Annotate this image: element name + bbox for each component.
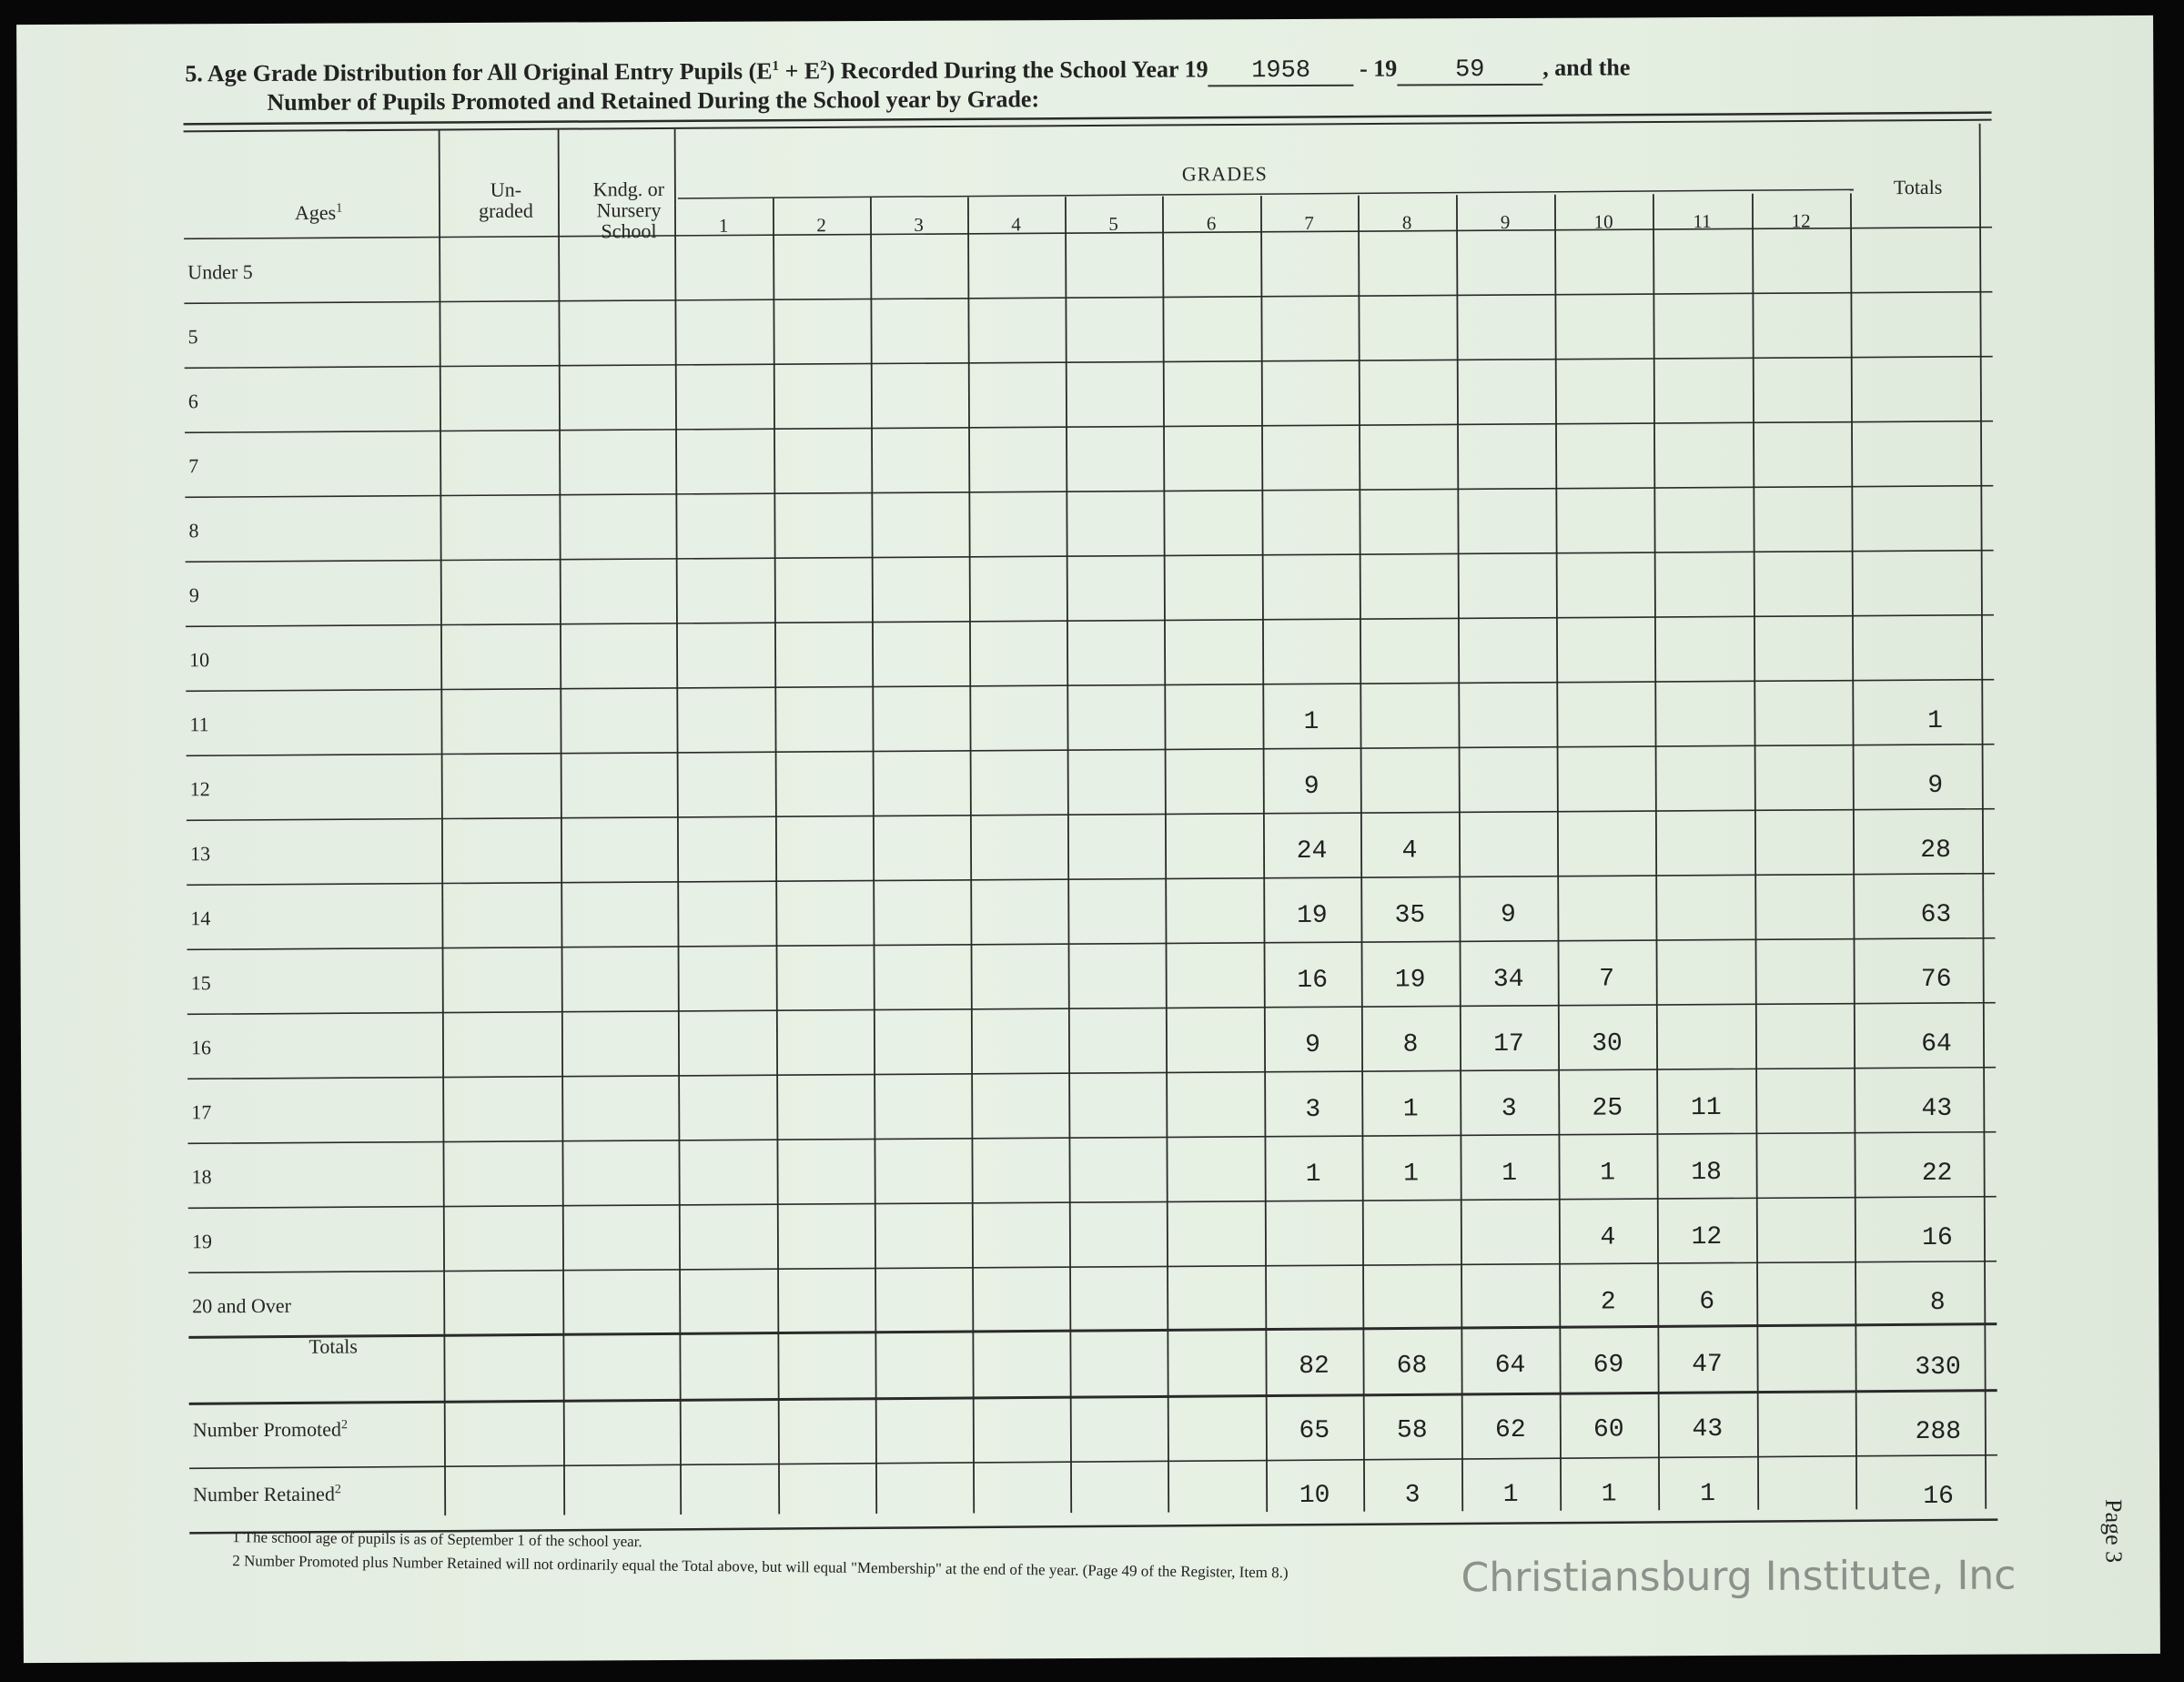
table-cell: 4 — [1401, 836, 1418, 866]
year-start-field: 1958 — [1208, 57, 1354, 87]
table-cell: 69 — [1592, 1351, 1624, 1380]
table-cell: 24 — [1296, 836, 1328, 866]
grade-12-header: 12 — [1791, 209, 1811, 232]
row-label: 14 — [190, 907, 211, 930]
grade-2-header: 2 — [816, 214, 826, 237]
column-rule — [1457, 195, 1462, 1511]
grade-6-header: 6 — [1206, 212, 1217, 235]
column-rule — [968, 198, 974, 1514]
row-label: Under 5 — [187, 260, 253, 284]
row-label: 18 — [191, 1165, 212, 1189]
title-plus: + E — [778, 57, 821, 85]
page-number: Page 3 — [2100, 1499, 2128, 1564]
title-dash: - 19 — [1353, 55, 1398, 82]
table-cell: 19 — [1394, 966, 1426, 995]
year-end-field: 59 — [1397, 56, 1542, 86]
kindergarten-header: Kndg. or Nursery School — [592, 177, 665, 243]
table-cell: 11 — [1690, 1093, 1722, 1123]
row-label: 13 — [190, 842, 211, 866]
table-cell: 43 — [1692, 1414, 1724, 1444]
column-rule — [675, 129, 682, 1515]
row-rule — [185, 357, 1993, 369]
title-mid: ) Recorded During the School Year 19 — [826, 56, 1208, 85]
grade-5-header: 5 — [1108, 212, 1118, 235]
row-label: Totals — [308, 1334, 358, 1358]
row-total-cell: 43 — [1921, 1094, 1953, 1124]
row-total-cell: 22 — [1921, 1159, 1953, 1189]
table-cell: 35 — [1394, 901, 1426, 930]
row-total-cell: 76 — [1920, 965, 1952, 995]
row-rule — [186, 551, 1994, 562]
ages-header-sup: 1 — [336, 201, 343, 216]
row-rule — [187, 1132, 1996, 1144]
title-sup-1: 1 — [772, 58, 780, 74]
title-line-2: Number of Pupils Promoted and Retained During the School year by Grade: — [267, 86, 1040, 116]
grades-subheader-rule — [678, 189, 1854, 198]
grade-3-header: 3 — [914, 213, 924, 236]
row-rule — [187, 938, 1996, 950]
table-cell: 7 — [1599, 965, 1615, 994]
grade-11-header: 11 — [1693, 210, 1712, 233]
column-rule — [1163, 197, 1168, 1513]
grade-9-header: 9 — [1500, 210, 1511, 234]
grade-10-header: 10 — [1593, 210, 1613, 233]
column-rule — [1359, 196, 1364, 1512]
footnote-2: 2 Number Promoted plus Number Retained will not ordinarily equal the Total above, but will equal "Membership" at the end of the year. (Page 49 of the Register, Item 8.) — [232, 1552, 1289, 1582]
table-cell: 10 — [1299, 1481, 1330, 1510]
table-cell: 65 — [1299, 1416, 1330, 1445]
column-rule — [1653, 194, 1659, 1510]
footnote-1: 1 The school age of pupils is as of September 1 of the school year. — [232, 1528, 642, 1551]
table-grid — [16, 15, 2160, 1663]
table-cell: 3 — [1404, 1481, 1421, 1510]
column-rule — [1555, 195, 1561, 1511]
table-cell: 9 — [1500, 900, 1516, 930]
table-cell: 60 — [1592, 1415, 1624, 1444]
watermark: Christiansburg Institute, Inc — [1461, 1552, 2017, 1602]
row-total-cell: 288 — [1915, 1417, 1962, 1447]
grade-8-header: 8 — [1401, 211, 1412, 234]
column-rule — [559, 130, 565, 1515]
table-cell: 3 — [1501, 1094, 1517, 1124]
table-cell: 2 — [1600, 1288, 1616, 1317]
table-cell: 1 — [1403, 1160, 1420, 1189]
title-prefix: 5. Age Grade Distribution for All Original Entry Pupils (E — [185, 57, 773, 87]
row-total-cell: 16 — [1922, 1223, 1953, 1253]
row-label: 10 — [189, 648, 210, 672]
column-rule — [1261, 196, 1267, 1512]
grade-1-header: 1 — [718, 214, 729, 237]
ungraded-header: Un- graded — [478, 177, 533, 222]
table-cell: 1 — [1303, 707, 1320, 736]
row-total-cell: 1 — [1926, 706, 1943, 735]
row-label: Number Promoted$^2$ — [192, 1417, 348, 1442]
ages-header: Ages$^1$ — [294, 200, 343, 225]
row-label: 11 — [189, 713, 209, 736]
table-cell: 1 — [1402, 1095, 1419, 1124]
table-cell: 1 — [1305, 1160, 1321, 1189]
table-cell: 47 — [1692, 1350, 1723, 1380]
row-label: 6 — [187, 390, 198, 413]
grade-7-header: 7 — [1304, 211, 1314, 234]
row-total-cell: 63 — [1920, 900, 1952, 930]
table-cell: 82 — [1299, 1352, 1330, 1381]
row-rule — [187, 1003, 1996, 1015]
row-rule — [186, 680, 1994, 692]
table-cell: 6 — [1699, 1288, 1715, 1317]
row-label: 8 — [188, 519, 199, 542]
table-cell: 8 — [1402, 1030, 1419, 1059]
row-label: 9 — [188, 583, 199, 607]
row-total-cell: 64 — [1921, 1029, 1952, 1059]
row-rule — [188, 1324, 1997, 1338]
grade-4-header: 4 — [1011, 213, 1021, 236]
table-cell: 64 — [1494, 1351, 1526, 1381]
table-cell: 9 — [1303, 772, 1320, 801]
row-label: 7 — [188, 454, 199, 478]
column-rule — [1753, 194, 1758, 1510]
row-total-cell: 8 — [1929, 1288, 1946, 1317]
row-label: Number Retained$^2$ — [193, 1482, 341, 1506]
row-rule — [188, 1197, 1997, 1209]
totals-header: Totals — [1893, 175, 1943, 199]
row-label: 19 — [191, 1230, 212, 1253]
age-grade-table — [16, 15, 2160, 1663]
row-label-sup: 2 — [340, 1418, 348, 1433]
row-rule — [187, 1068, 1996, 1079]
row-label: 20 and Over — [192, 1293, 292, 1318]
column-rule — [871, 198, 876, 1514]
row-label: 17 — [191, 1100, 212, 1124]
table-cell: 1 — [1600, 1159, 1616, 1188]
row-rule — [186, 615, 1994, 627]
table-cell: 12 — [1691, 1222, 1723, 1252]
column-rule — [1851, 193, 1856, 1509]
row-total-cell: 330 — [1915, 1353, 1961, 1383]
row-rule — [185, 486, 1993, 498]
row-rule — [187, 874, 1995, 886]
column-rule — [774, 198, 779, 1515]
table-cell: 34 — [1492, 965, 1524, 995]
title-sup-2: 2 — [820, 58, 827, 74]
table-cell: 1 — [1601, 1480, 1617, 1509]
row-label: 15 — [190, 971, 211, 995]
form-page — [16, 15, 2160, 1663]
table-cell: 1 — [1502, 1480, 1519, 1510]
row-rule — [187, 809, 1995, 821]
table-cell: 18 — [1691, 1158, 1722, 1188]
row-label: 5 — [187, 325, 198, 349]
table-cell: 30 — [1592, 1029, 1623, 1059]
table-cell: 62 — [1494, 1415, 1526, 1445]
table-cell: 3 — [1305, 1095, 1321, 1124]
table-cell: 1 — [1502, 1159, 1518, 1189]
row-total-cell: 28 — [1920, 836, 1951, 866]
row-rule — [185, 421, 1993, 433]
table-cell: 68 — [1396, 1352, 1428, 1381]
column-rule — [440, 130, 446, 1515]
table-cell: 16 — [1297, 966, 1329, 996]
table-cell: 9 — [1305, 1030, 1320, 1059]
row-rule — [184, 228, 1992, 239]
grades-header: GRADES — [1181, 162, 1268, 186]
table-cell: 58 — [1396, 1416, 1428, 1445]
column-rule — [1066, 197, 1071, 1513]
row-rule — [184, 292, 1992, 304]
row-label: 12 — [189, 777, 210, 801]
table-cell: 25 — [1592, 1094, 1623, 1123]
row-rule — [188, 1262, 1997, 1273]
row-label: 16 — [190, 1036, 212, 1059]
row-rule — [189, 1391, 1997, 1404]
row-rule — [187, 745, 1995, 756]
table-cell: 19 — [1296, 901, 1328, 931]
title-suffix: , and the — [1542, 54, 1631, 81]
table-cell: 17 — [1493, 1029, 1524, 1059]
table-cell: 4 — [1600, 1223, 1616, 1252]
column-rule — [1980, 124, 1987, 1509]
row-rule — [189, 1455, 1997, 1469]
row-total-cell: 16 — [1923, 1482, 1955, 1512]
table-cell: 1 — [1700, 1480, 1716, 1509]
row-label-sup: 2 — [334, 1483, 341, 1497]
row-total-cell: 9 — [1927, 771, 1944, 800]
